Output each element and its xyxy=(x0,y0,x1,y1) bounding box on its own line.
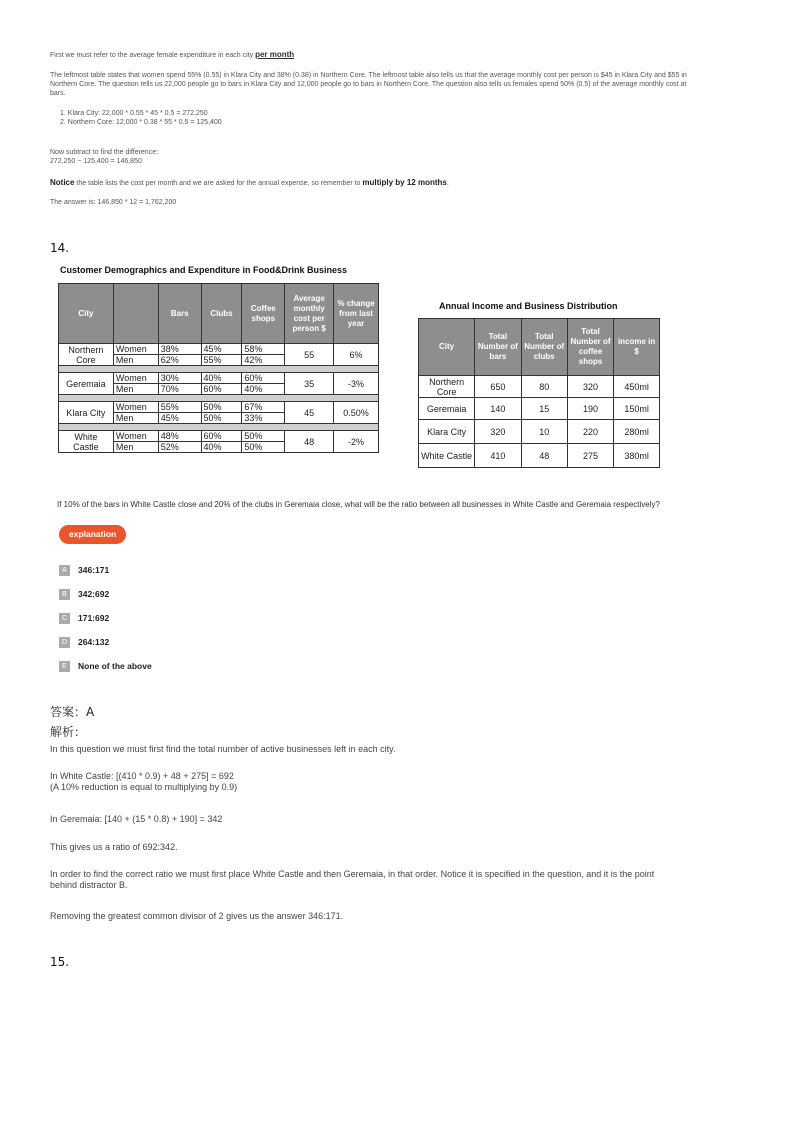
option-letter: C xyxy=(59,613,70,624)
city-cell: Klara City xyxy=(59,402,114,424)
explanation-text: In this question we must first find the total number of active businesses left in each city. xyxy=(50,744,396,754)
column-header: Bars xyxy=(158,284,201,344)
intro-line xyxy=(50,50,294,60)
value-cell: 50% xyxy=(242,442,285,453)
column-header: income in $ xyxy=(614,319,660,376)
question-number: 14. xyxy=(50,241,70,255)
table-header-row xyxy=(59,284,379,344)
spacer-row xyxy=(59,395,379,402)
option-text: None of the above xyxy=(78,661,152,671)
cost-cell: 45 xyxy=(285,402,334,424)
income-table xyxy=(418,318,660,468)
demographics-table xyxy=(58,283,379,453)
column-header: City xyxy=(59,284,114,344)
explanation-text: This gives us a ratio of 692:342. xyxy=(50,842,178,852)
explanation-button[interactable]: explanation xyxy=(59,525,126,544)
subtract-result: 272,250 − 125,400 = 146,850 xyxy=(50,158,142,165)
calculation-steps xyxy=(60,109,222,127)
option-b[interactable] xyxy=(59,589,109,600)
table-row xyxy=(419,444,660,468)
option-text: 342:692 xyxy=(78,589,110,599)
paragraph-line: bars. xyxy=(50,90,66,97)
explanation-text xyxy=(50,771,237,793)
change-cell: -2% xyxy=(334,431,379,453)
explanation-text: In Geremaia: [140 + (15 * 0.8) + 190] = 342 xyxy=(50,814,223,824)
option-text: 346:171 xyxy=(78,565,110,575)
gender-cell: Men xyxy=(113,384,158,395)
city-cell: Northern Core xyxy=(59,344,114,366)
value-cell: 80 xyxy=(521,376,567,398)
table-row xyxy=(59,373,379,384)
city-cell: White Castle xyxy=(419,444,475,468)
table-header-row xyxy=(419,319,660,376)
column-header: Total Number of coffee shops xyxy=(567,319,613,376)
value-cell: 10 xyxy=(521,420,567,444)
value-cell: 62% xyxy=(158,355,201,366)
value-cell: 190 xyxy=(567,398,613,420)
value-cell: 55% xyxy=(201,355,242,366)
value-cell: 42% xyxy=(242,355,285,366)
option-a[interactable] xyxy=(59,565,109,576)
table-row xyxy=(419,376,660,398)
answer-label: 答案：A xyxy=(50,705,95,719)
city-cell: Geremaia xyxy=(59,373,114,395)
explanation-line: behind distractor B. xyxy=(50,880,128,890)
value-cell: 40% xyxy=(201,442,242,453)
value-cell: 52% xyxy=(158,442,201,453)
explanation-line: (A 10% reduction is equal to multiplying by 0.9) xyxy=(50,782,238,792)
value-cell: 220 xyxy=(567,420,613,444)
step-item: 2. Northern Core: 12,000 * 0.38 * 55 * 0.5 = 125,400 xyxy=(60,119,222,126)
value-cell: 67% xyxy=(242,402,285,413)
value-cell: 150ml xyxy=(614,398,660,420)
cost-cell: 35 xyxy=(285,373,334,395)
change-cell: -3% xyxy=(334,373,379,395)
value-cell: 55% xyxy=(158,402,201,413)
paragraph-line: Northern Core. The question tells us 22,000 people go to bars in Klara City and 12,000 people go to bars in Northern Core. The question also tells us females spend 50% (0.5) of the average monthly cost at xyxy=(50,81,687,88)
value-cell: 60% xyxy=(242,373,285,384)
explanation-line: In White Castle: [(410 * 0.9) + 48 + 275] = 692 xyxy=(50,771,234,781)
cost-cell: 55 xyxy=(285,344,334,366)
gender-cell: Men xyxy=(113,442,158,453)
gender-cell: Women xyxy=(113,373,158,384)
step-item: 1. Klara City: 22,000 * 0.55 * 45 * 0.5 = 272,250 xyxy=(60,110,208,117)
paragraph-line: The leftmost table states that women spend 55% (0.55) in Klara City and 38% (0.38) in Northern Core. The leftmost table also tells us that the average monthly cost per person is $45 in Klara City and $55 in xyxy=(50,72,687,79)
city-cell: White Castle xyxy=(59,431,114,453)
option-d[interactable] xyxy=(59,637,109,648)
option-text: 264:132 xyxy=(78,637,110,647)
value-cell: 280ml xyxy=(614,420,660,444)
notice-text: the table lists the cost per month and we are asked for the annual expense, so remember to xyxy=(74,180,363,187)
value-cell: 40% xyxy=(242,384,285,395)
analysis-label: 解析： xyxy=(50,725,87,739)
value-cell: 40% xyxy=(201,373,242,384)
column-header: Coffee shops xyxy=(242,284,285,344)
answer-line: The answer is: 146,850 * 12 = 1,762,200 xyxy=(50,199,177,206)
change-cell: 6% xyxy=(334,344,379,366)
table-row xyxy=(59,402,379,413)
option-c[interactable] xyxy=(59,613,109,624)
value-cell: 410 xyxy=(475,444,521,468)
value-cell: 380ml xyxy=(614,444,660,468)
gender-cell: Men xyxy=(113,355,158,366)
table2-title: Annual Income and Business Distribution xyxy=(439,301,618,311)
city-cell: Klara City xyxy=(419,420,475,444)
explanation-text: Removing the greatest common divisor of 2 gives us the answer 346:171. xyxy=(50,911,344,921)
value-cell: 58% xyxy=(242,344,285,355)
question-number: 15. xyxy=(50,955,70,969)
city-cell: Northern Core xyxy=(419,376,475,398)
table-row xyxy=(59,431,379,442)
per-month-emphasis: per month xyxy=(255,50,295,59)
column-header: Total Number of bars xyxy=(475,319,521,376)
table-row xyxy=(419,398,660,420)
option-letter: E xyxy=(59,661,70,672)
notice-label: Notice xyxy=(50,178,75,187)
explanation-paragraph xyxy=(50,71,760,98)
value-cell: 450ml xyxy=(614,376,660,398)
value-cell: 15 xyxy=(521,398,567,420)
gender-cell: Women xyxy=(113,402,158,413)
spacer-row xyxy=(59,366,379,373)
cost-cell: 48 xyxy=(285,431,334,453)
value-cell: 70% xyxy=(158,384,201,395)
column-header: % change from last year xyxy=(334,284,379,344)
value-cell: 48% xyxy=(158,431,201,442)
explanation-line: In order to find the correct ratio we must first place White Castle and then Geremaia, in that order. Notice it is specified in the question, and it is the point xyxy=(50,869,655,879)
value-cell: 48 xyxy=(521,444,567,468)
value-cell: 60% xyxy=(201,384,242,395)
option-text: 171:692 xyxy=(78,613,110,623)
option-letter: A xyxy=(59,565,70,576)
option-e[interactable] xyxy=(59,661,152,672)
value-cell: 320 xyxy=(475,420,521,444)
notice-end: . xyxy=(446,180,449,187)
value-cell: 38% xyxy=(158,344,201,355)
subtract-heading: Now subtract to find the difference: xyxy=(50,149,159,156)
table-row xyxy=(419,420,660,444)
gender-cell: Women xyxy=(113,344,158,355)
question-text: If 10% of the bars in White Castle close and 20% of the clubs in Geremaia close, what will be the ratio between all businesses in White Castle and Geremaia respectively? xyxy=(57,500,660,509)
value-cell: 33% xyxy=(242,413,285,424)
column-header: City xyxy=(419,319,475,376)
explanation-text xyxy=(50,869,654,891)
option-letter: B xyxy=(59,589,70,600)
value-cell: 50% xyxy=(242,431,285,442)
column-header: Clubs xyxy=(201,284,242,344)
value-cell: 60% xyxy=(201,431,242,442)
value-cell: 320 xyxy=(567,376,613,398)
column-header xyxy=(113,284,158,344)
intro-text: First we must refer to the average female expenditure in each city xyxy=(50,52,254,59)
change-cell: 0.50% xyxy=(334,402,379,424)
gender-cell: Men xyxy=(113,413,158,424)
value-cell: 50% xyxy=(201,402,242,413)
value-cell: 50% xyxy=(201,413,242,424)
value-cell: 275 xyxy=(567,444,613,468)
column-header: Average monthly cost per person $ xyxy=(285,284,334,344)
column-header: Total Number of clubs xyxy=(521,319,567,376)
value-cell: 45% xyxy=(201,344,242,355)
notice-line xyxy=(50,178,449,188)
value-cell: 45% xyxy=(158,413,201,424)
city-cell: Geremaia xyxy=(419,398,475,420)
spacer-row xyxy=(59,424,379,431)
subtraction-block xyxy=(50,148,158,166)
notice-emphasis: multiply by 12 months xyxy=(362,178,447,187)
table1-title: Customer Demographics and Expenditure in Food&Drink Business xyxy=(60,265,348,275)
table-row xyxy=(59,344,379,355)
value-cell: 140 xyxy=(475,398,521,420)
option-letter: D xyxy=(59,637,70,648)
value-cell: 30% xyxy=(158,373,201,384)
value-cell: 650 xyxy=(475,376,521,398)
gender-cell: Women xyxy=(113,431,158,442)
